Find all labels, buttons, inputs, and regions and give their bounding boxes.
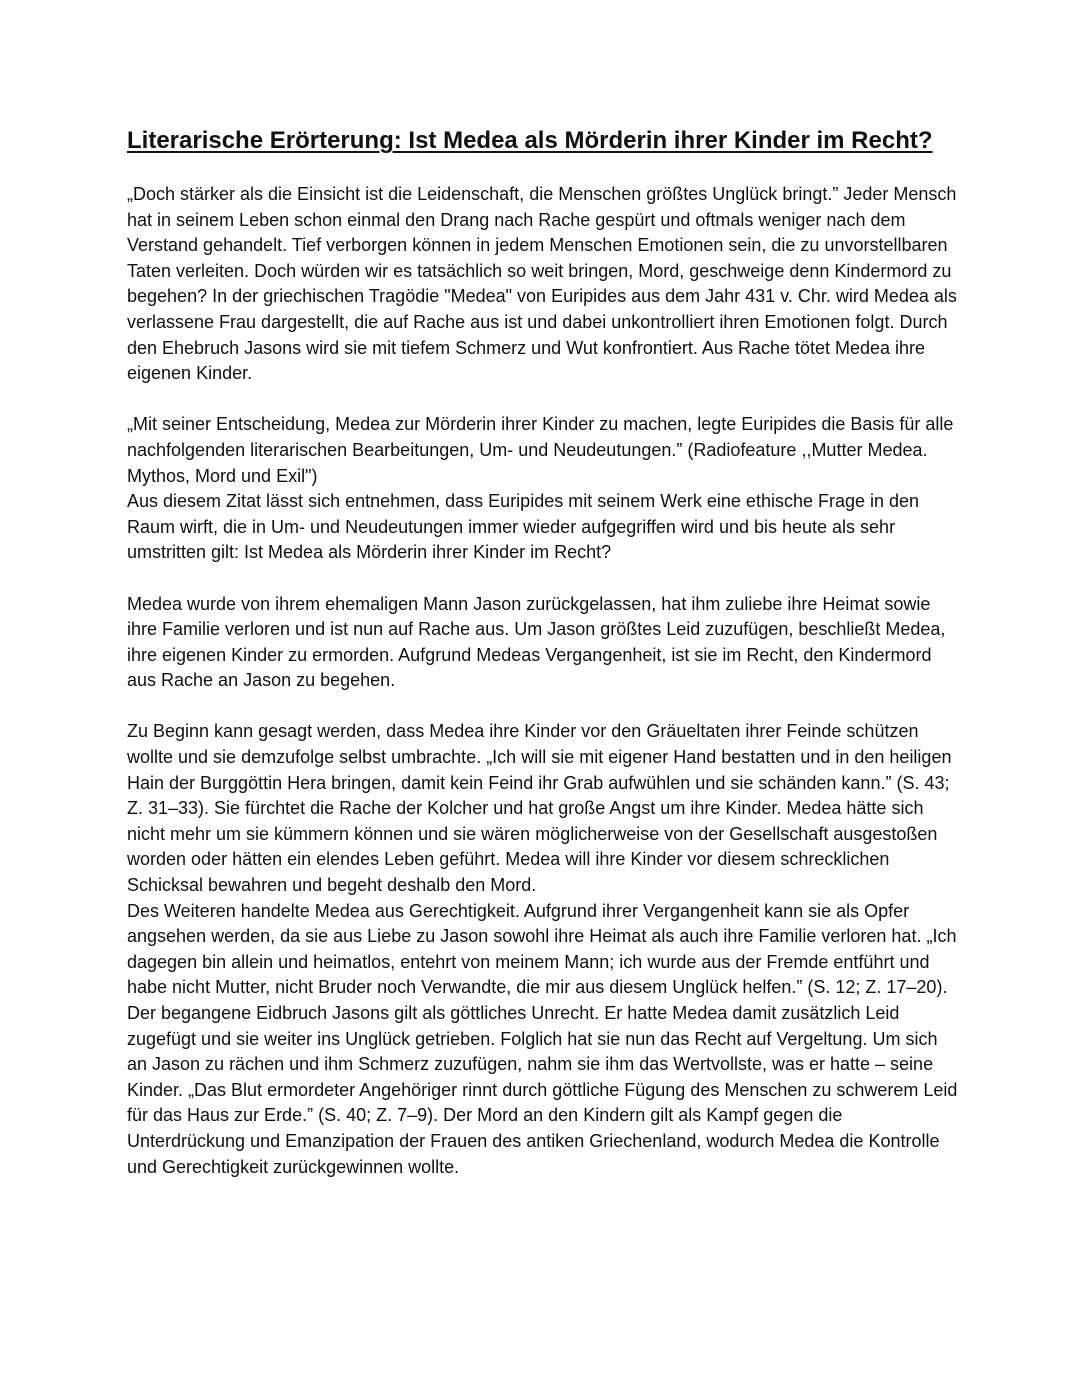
paragraph-thesis: Medea wurde von ihrem ehemaligen Mann Jason zurückgelassen, hat ihm zuliebe ihre Heimat sowie ihre Familie verloren und ist nun auf Rache aus. Um Jason größtes Leid zuzufügen, beschließt Medea, ihre eigenen Kinder zu ermorden. Aufgrund Medeas Vergangenheit, ist sie im Recht, den Kindermord aus Rache an Jason zu begehen.	[127, 593, 946, 691]
paragraph-argument-justice: Des Weiteren handelte Medea aus Gerechtigkeit. Aufgrund ihrer Vergangenheit kann sie als Opfer angsehen werden, da sie aus Liebe zu Jason sowohl ihre Heimat als auch ihre Familie verloren hat. „Ich dagegen bin allein und heimatlos, entehrt von meinem Mann; ich wurde aus der Fremde entführt und habe nicht Mutter, nicht Bruder noch Verwandte, die mir aus diesem Unglück helfen.” (S. 12; Z. 17–20). Der begangene Eidbruch Jasons gilt als göttliches Unrecht. Er hatte Medea damit zusätzlich Leid zugefügt und sie weiter ins Unglück getrieben. Folglich hat sie nun das Recht auf Vergeltung. Um sich an Jason zu rächen und ihm Schmerz zuzufügen, nahm sie ihm das Wertvollste, was er hatte – seine Kinder. „Das Blut ermordeter Angehöriger rinnt durch göttliche Fügung des Menschen zu schwerem Leid für das Haus zur Erde.” (S. 40; Z. 7–9). Der Mord an den Kindern gilt als Kampf gegen die Unterdrückung und Emanzipation der Frauen des antiken Griechenland, wodurch Medea die Kontrolle und Gerechtigkeit zurückgewinnen wollte.	[127, 900, 958, 1177]
paragraph-argument-protection: Zu Beginn kann gesagt werden, dass Medea ihre Kinder vor den Gräueltaten ihrer Feinde schützen wollte und sie demzufolge selbst umbrachte. „Ich will sie mit eigener Hand bestatten und in den heiligen Hain der Burggöttin Hera bringen, damit kein Feind ihr Grab aufwühlen und sie schänden kann.” (S. 43; Z. 31–33). Sie fürchtet die Rache der Kolcher und hat große Angst um ihre Kinder. Medea hätte sich nicht mehr um sie kümmern können und sie wären möglicherweise von der Gesellschaft ausgestoßen worden oder hätten ein elendes Leben geführt. Medea will ihre Kinder vor diesem schrecklichen Schicksal bewahren und begeht deshalb den Mord.	[127, 721, 952, 896]
document-page	[127, 124, 962, 1180]
document-title: Literarische Erörterung: Ist Medea als Mörderin ihrer Kinder im Recht?	[127, 127, 933, 154]
paragraph-quote-analysis: Aus diesem Zitat lässt sich entnehmen, dass Euripides mit seinem Werk eine ethische Frage in den Raum wirft, die in Um- und Neudeutungen immer wieder aufgegriffen wird und bis heute als sehr umstritten gilt: Ist Medea als Mörderin ihrer Kinder im Recht?	[127, 491, 920, 563]
paragraph-introduction: „Doch stärker als die Einsicht ist die Leidenschaft, die Menschen größtes Unglück bringt.” Jeder Mensch hat in seinem Leben schon einmal den Drang nach Rache gespürt und oftmals weniger nach dem Verstand gehandelt. Tief verborgen können in jedem Menschen Emotionen sein, die zu unvorstellbaren Taten verleiten. Doch würden wir es tatsächlich so weit bringen, Mord, geschweige denn Kindermord zu begehen? In der griechischen Tragödie "Medea" von Euripides aus dem Jahr 431 v. Chr. wird Medea als verlassene Frau dargestellt, die auf Rache aus ist und dabei unkontrolliert ihren Emotionen folgt. Durch den Ehebruch Jasons wird sie mit tiefem Schmerz und Wut konfrontiert. Aus Rache tötet Medea ihre eigenen Kinder.	[127, 184, 957, 384]
paragraph-quote: „Mit seiner Entscheidung, Medea zur Mörderin ihrer Kinder zu machen, legte Euripides die Basis für alle nachfolgenden literarischen Bearbeitungen, Um- und Neudeutungen.” (Radiofeature ,,Mutter Medea. Mythos, Mord und Exil")	[127, 414, 954, 486]
